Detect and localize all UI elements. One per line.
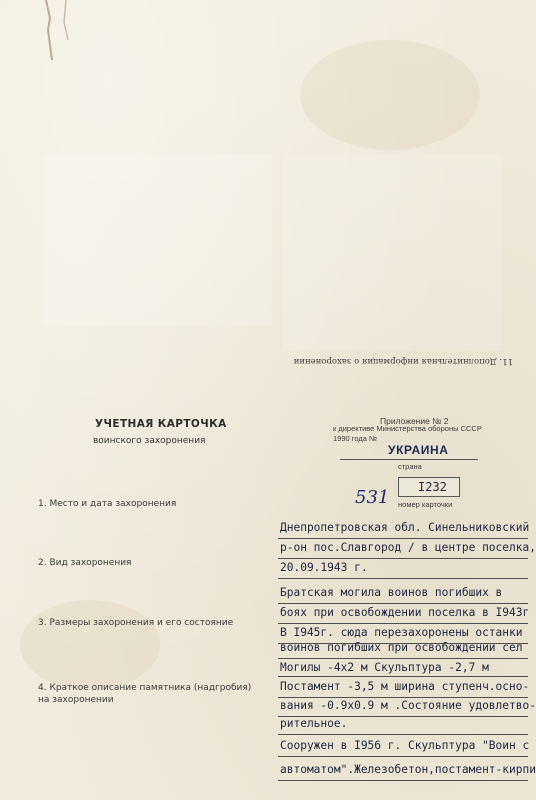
appendix-label: Приложение № 2 [380, 416, 449, 426]
typed-underline [278, 603, 528, 604]
handwritten-number: 531 [355, 487, 390, 508]
typed-underline [278, 538, 528, 539]
upper-blank-area-right [283, 155, 503, 350]
field-label-monument: 4. Краткое описание памятника (надгробия) на захоронении [38, 683, 252, 705]
typed-line: боях при освобождении поселка в I943г [280, 606, 530, 619]
upper-blank-area [44, 155, 272, 325]
typed-line: 20.09.1943 г. [280, 561, 368, 574]
additional-info-heading: 11. Дополнительная информация о захоронении [293, 356, 513, 366]
typed-underline [278, 697, 528, 698]
paper-stain [20, 600, 160, 690]
typed-line: Могилы -4х2 м Скульптура -2,7 м [280, 661, 489, 674]
card-number-value: I232 [418, 480, 447, 494]
typed-underline [278, 558, 528, 559]
torn-fold-mark-icon [28, 0, 76, 60]
typed-underline [278, 623, 528, 624]
typed-underline [278, 756, 528, 757]
field-label-place: 1. Место и дата захоронения [38, 499, 177, 509]
paper-stain [300, 40, 480, 150]
country-underline [340, 459, 478, 460]
typed-line: рительное. [280, 717, 348, 730]
typed-line: Сооружен в I956 г. Скульптура "Воин с [280, 739, 530, 752]
country-caption: страна [398, 462, 422, 471]
card-number-caption: номер карточки [398, 500, 453, 509]
typed-line: Днепропетровская обл. Синельниковский [280, 521, 530, 534]
typed-underline [278, 676, 528, 677]
country-value: УКРАИНА [388, 443, 449, 457]
typed-line: р-он пос.Славгород / в центре поселка, [280, 541, 536, 554]
field-label-size: 3. Размеры захоронения и его состояние [38, 618, 234, 628]
typed-underline [278, 658, 528, 659]
directive-line-1: к директиве Министерства обороны СССР [333, 424, 482, 433]
card-title: УЧЕТНАЯ КАРТОЧКА [95, 418, 227, 430]
field-label-type: 2. Вид захоронения [38, 558, 132, 568]
typed-line: В I945г. сюда перезахоронены останки [280, 626, 523, 639]
typed-line: Постамент -3,5 м ширина ступенч.осно- [280, 680, 530, 693]
ghost-text [70, 660, 73, 671]
typed-line: воинов погибших при освобождении сел [280, 641, 523, 654]
typed-line: Братская могила воинов погибших в [280, 586, 503, 599]
typed-underline [278, 578, 528, 579]
typed-line: вания -0.9х0.9 м .Состояние удовлетво- [280, 699, 536, 712]
directive-line-2: 1990 года № [333, 434, 378, 443]
card-subtitle: воинского захоронения [93, 436, 206, 446]
typed-line: автоматом".Железобетон,постамент-кирпи [280, 763, 536, 776]
typed-underline [278, 780, 528, 781]
typed-underline [278, 734, 528, 735]
